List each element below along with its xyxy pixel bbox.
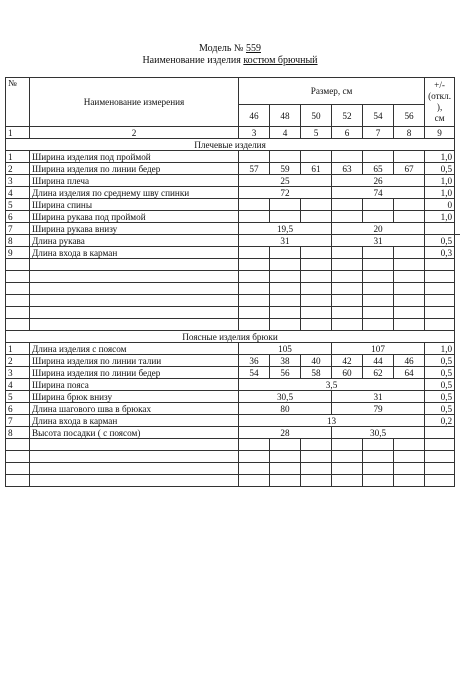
empty-cell [363, 307, 394, 319]
size-value: 38 [270, 355, 301, 367]
empty-cell [270, 319, 301, 331]
col-size-header: Размер, см [239, 78, 425, 105]
empty-cell [425, 271, 455, 283]
empty-cell [425, 475, 455, 487]
blank-row [6, 259, 455, 271]
size-52: 52 [332, 105, 363, 127]
measurement-name: Длина шагового шва в брюках [30, 403, 239, 415]
value-sizes-46-50: 30,5 [239, 391, 332, 403]
size-value: 57 [239, 163, 270, 175]
empty-cell [394, 151, 425, 163]
value-sizes-52-56: 20 [332, 223, 425, 235]
value-all-sizes: 3,5 [239, 379, 425, 391]
index-cell: 3 [239, 127, 270, 139]
table-row [6, 367, 455, 379]
row-number: 3 [6, 175, 30, 187]
empty-cell [6, 319, 30, 331]
empty-cell [394, 283, 425, 295]
empty-cell [30, 463, 239, 475]
value-sizes-52-56: 31 [332, 391, 425, 403]
measurement-name: Ширина брюк внизу [30, 391, 239, 403]
size-value: 46 [394, 355, 425, 367]
stray-line [443, 234, 460, 235]
value-sizes-46-50: 72 [239, 187, 332, 199]
blank-row [6, 307, 455, 319]
empty-cell [363, 259, 394, 271]
blank-row [6, 271, 455, 283]
row-number: 5 [6, 391, 30, 403]
index-cell: 7 [363, 127, 394, 139]
index-cell: 6 [332, 127, 363, 139]
empty-cell [30, 319, 239, 331]
empty-cell [394, 259, 425, 271]
size-value: 40 [301, 355, 332, 367]
empty-cell [239, 271, 270, 283]
empty-cell [301, 199, 332, 211]
header-row [6, 78, 455, 105]
empty-cell [301, 151, 332, 163]
index-cell: 2 [30, 127, 239, 139]
empty-cell [363, 319, 394, 331]
value-sizes-52-56: 74 [332, 187, 425, 199]
blank-row [6, 283, 455, 295]
table-row [6, 211, 455, 223]
tolerance-value: 0,2 [425, 415, 455, 427]
size-value: 36 [239, 355, 270, 367]
empty-cell [394, 475, 425, 487]
value-all-sizes: 13 [239, 415, 425, 427]
table-row [6, 151, 455, 163]
empty-cell [270, 259, 301, 271]
blank-row [6, 475, 455, 487]
empty-cell [6, 451, 30, 463]
empty-cell [425, 439, 455, 451]
measurement-name: Длина входа в карман [30, 247, 239, 259]
empty-cell [239, 283, 270, 295]
empty-cell [394, 451, 425, 463]
empty-cell [363, 439, 394, 451]
section-shoulder [6, 139, 455, 151]
product-line [0, 55, 460, 67]
size-value: 44 [363, 355, 394, 367]
empty-cell [239, 463, 270, 475]
size-48: 48 [270, 105, 301, 127]
table-row [6, 175, 455, 187]
table-row [6, 343, 455, 355]
value-sizes-52-56: 107 [332, 343, 425, 355]
empty-cell [301, 247, 332, 259]
empty-cell [363, 211, 394, 223]
measurement-name: Ширина изделия по линии талии [30, 355, 239, 367]
tolerance-value: 0,5 [425, 391, 455, 403]
section-waist [6, 331, 455, 343]
blank-row [6, 439, 455, 451]
empty-cell [30, 271, 239, 283]
tolerance-value: 0,5 [425, 355, 455, 367]
blank-row [6, 463, 455, 475]
empty-cell [6, 463, 30, 475]
empty-cell [363, 271, 394, 283]
value-sizes-46-50: 31 [239, 235, 332, 247]
empty-cell [239, 259, 270, 271]
empty-cell [301, 307, 332, 319]
empty-cell [425, 451, 455, 463]
empty-cell [332, 259, 363, 271]
empty-cell [6, 283, 30, 295]
empty-cell [301, 295, 332, 307]
row-number: 4 [6, 187, 30, 199]
empty-cell [270, 247, 301, 259]
size-value: 42 [332, 355, 363, 367]
empty-cell [394, 439, 425, 451]
measurement-name: Ширина изделия под проймой [30, 151, 239, 163]
empty-cell [301, 463, 332, 475]
table-row [6, 355, 455, 367]
row-number: 6 [6, 403, 30, 415]
empty-cell [332, 271, 363, 283]
empty-cell [6, 271, 30, 283]
row-number: 2 [6, 355, 30, 367]
section-waist-title: Поясные изделия брюки [6, 331, 455, 343]
empty-cell [301, 439, 332, 451]
product-name: костюм брючный [243, 55, 318, 66]
row-number: 8 [6, 427, 30, 439]
empty-cell [239, 451, 270, 463]
size-50: 50 [301, 105, 332, 127]
size-value: 62 [363, 367, 394, 379]
empty-cell [394, 199, 425, 211]
index-cell: 9 [425, 127, 455, 139]
empty-cell [301, 211, 332, 223]
empty-cell [239, 199, 270, 211]
empty-cell [270, 439, 301, 451]
size-value: 54 [239, 367, 270, 379]
empty-cell [6, 439, 30, 451]
size-value: 56 [270, 367, 301, 379]
table-row [6, 247, 455, 259]
empty-cell [301, 271, 332, 283]
row-number: 8 [6, 235, 30, 247]
value-sizes-46-50: 105 [239, 343, 332, 355]
measurement-name: Ширина изделия по линии бедер [30, 367, 239, 379]
empty-cell [6, 295, 30, 307]
size-value: 63 [332, 163, 363, 175]
measurement-name: Высота посадки ( с поясом) [30, 427, 239, 439]
measurement-name: Ширина пояса [30, 379, 239, 391]
col-no-header: № [6, 78, 30, 127]
empty-cell [394, 307, 425, 319]
tolerance-value: 1,0 [425, 151, 455, 163]
empty-cell [425, 319, 455, 331]
empty-cell [270, 199, 301, 211]
blank-row [6, 319, 455, 331]
empty-cell [363, 151, 394, 163]
table-row [6, 235, 455, 247]
empty-cell [6, 259, 30, 271]
measurement-table [5, 77, 455, 487]
empty-cell [30, 307, 239, 319]
product-prefix: Наименование изделия [142, 55, 241, 66]
empty-cell [30, 283, 239, 295]
empty-cell [239, 307, 270, 319]
size-46: 46 [239, 105, 270, 127]
row-number: 4 [6, 379, 30, 391]
empty-cell [30, 451, 239, 463]
index-cell: 1 [6, 127, 30, 139]
measurement-name: Длина изделия с поясом [30, 343, 239, 355]
table-row [6, 427, 455, 439]
empty-cell [301, 319, 332, 331]
tolerance-value: 0,3 [425, 247, 455, 259]
empty-cell [301, 259, 332, 271]
value-sizes-52-56: 30,5 [332, 427, 425, 439]
empty-cell [332, 451, 363, 463]
empty-cell [239, 247, 270, 259]
model-prefix: Модель № [199, 43, 244, 54]
empty-cell [394, 295, 425, 307]
model-number: 559 [245, 43, 261, 54]
size-value: 60 [332, 367, 363, 379]
empty-cell [270, 283, 301, 295]
empty-cell [363, 463, 394, 475]
empty-cell [394, 211, 425, 223]
empty-cell [30, 475, 239, 487]
row-number: 3 [6, 367, 30, 379]
table-body [6, 78, 455, 487]
row-number: 7 [6, 415, 30, 427]
empty-cell [332, 319, 363, 331]
value-sizes-52-56: 26 [332, 175, 425, 187]
tolerance-value: 1,0 [425, 175, 455, 187]
empty-cell [425, 463, 455, 475]
tolerance-value: 0,5 [425, 163, 455, 175]
tolerance-value: 1,0 [425, 211, 455, 223]
empty-cell [270, 295, 301, 307]
row-number: 1 [6, 151, 30, 163]
size-value: 64 [394, 367, 425, 379]
empty-cell [270, 451, 301, 463]
tolerance-value [425, 427, 455, 439]
empty-cell [332, 151, 363, 163]
table-row [6, 379, 455, 391]
row-number: 1 [6, 343, 30, 355]
index-row [6, 127, 455, 139]
measurement-name: Ширина изделия по линии бедер [30, 163, 239, 175]
measurement-name: Ширина рукава внизу [30, 223, 239, 235]
value-sizes-46-50: 19,5 [239, 223, 332, 235]
empty-cell [30, 295, 239, 307]
col-tolerance-header: +/- (откл. ), см [425, 78, 455, 127]
tolerance-value [425, 223, 455, 235]
empty-cell [332, 307, 363, 319]
measurement-name: Длина входа в карман [30, 415, 239, 427]
table-row [6, 415, 455, 427]
value-sizes-46-50: 80 [239, 403, 332, 415]
empty-cell [363, 295, 394, 307]
table-row [6, 223, 455, 235]
empty-cell [30, 259, 239, 271]
empty-cell [239, 211, 270, 223]
size-value: 58 [301, 367, 332, 379]
measurement-name: Длина изделия по среднему шву спинки [30, 187, 239, 199]
empty-cell [425, 283, 455, 295]
table-row [6, 391, 455, 403]
table-row [6, 187, 455, 199]
empty-cell [332, 199, 363, 211]
empty-cell [239, 295, 270, 307]
empty-cell [425, 307, 455, 319]
empty-cell [239, 475, 270, 487]
empty-cell [394, 271, 425, 283]
empty-cell [394, 463, 425, 475]
empty-cell [363, 283, 394, 295]
empty-cell [394, 247, 425, 259]
measurement-name: Ширина плеча [30, 175, 239, 187]
index-cell: 8 [394, 127, 425, 139]
tolerance-value: 0,5 [425, 367, 455, 379]
tolerance-value: 0 [425, 199, 455, 211]
row-number: 6 [6, 211, 30, 223]
measurement-name: Длина рукава [30, 235, 239, 247]
empty-cell [239, 319, 270, 331]
table-row [6, 199, 455, 211]
empty-cell [270, 475, 301, 487]
empty-cell [270, 151, 301, 163]
empty-cell [239, 439, 270, 451]
empty-cell [425, 259, 455, 271]
empty-cell [332, 247, 363, 259]
index-cell: 5 [301, 127, 332, 139]
empty-cell [30, 439, 239, 451]
empty-cell [363, 475, 394, 487]
empty-cell [363, 451, 394, 463]
measurement-name: Ширина спины [30, 199, 239, 211]
empty-cell [301, 451, 332, 463]
empty-cell [332, 463, 363, 475]
size-54: 54 [363, 105, 394, 127]
empty-cell [332, 211, 363, 223]
tolerance-value: 0,5 [425, 403, 455, 415]
empty-cell [363, 199, 394, 211]
empty-cell [363, 247, 394, 259]
empty-cell [332, 475, 363, 487]
size-value: 67 [394, 163, 425, 175]
tolerance-value: 1,0 [425, 187, 455, 199]
empty-cell [301, 283, 332, 295]
empty-cell [270, 463, 301, 475]
measurement-name: Ширина рукава под проймой [30, 211, 239, 223]
row-number: 5 [6, 199, 30, 211]
empty-cell [270, 271, 301, 283]
blank-row [6, 295, 455, 307]
value-sizes-52-56: 79 [332, 403, 425, 415]
value-sizes-46-50: 28 [239, 427, 332, 439]
section-shoulder-title: Плечевые изделия [6, 139, 455, 151]
col-name-header: Наименование измерения [30, 78, 239, 127]
model-line [0, 43, 460, 55]
empty-cell [239, 151, 270, 163]
size-value: 61 [301, 163, 332, 175]
value-sizes-52-56: 31 [332, 235, 425, 247]
empty-cell [6, 307, 30, 319]
blank-row [6, 451, 455, 463]
row-number: 2 [6, 163, 30, 175]
empty-cell [301, 475, 332, 487]
table-row [6, 163, 455, 175]
empty-cell [394, 319, 425, 331]
empty-cell [6, 475, 30, 487]
tolerance-value: 0,5 [425, 379, 455, 391]
row-number: 9 [6, 247, 30, 259]
table-row [6, 403, 455, 415]
row-number: 7 [6, 223, 30, 235]
empty-cell [332, 295, 363, 307]
index-cell: 4 [270, 127, 301, 139]
size-56: 56 [394, 105, 425, 127]
empty-cell [270, 211, 301, 223]
empty-cell [425, 295, 455, 307]
empty-cell [270, 307, 301, 319]
size-value: 59 [270, 163, 301, 175]
tolerance-value: 0,5 [425, 235, 455, 247]
tolerance-value: 1,0 [425, 343, 455, 355]
size-value: 65 [363, 163, 394, 175]
empty-cell [332, 439, 363, 451]
empty-cell [332, 283, 363, 295]
value-sizes-46-50: 25 [239, 175, 332, 187]
